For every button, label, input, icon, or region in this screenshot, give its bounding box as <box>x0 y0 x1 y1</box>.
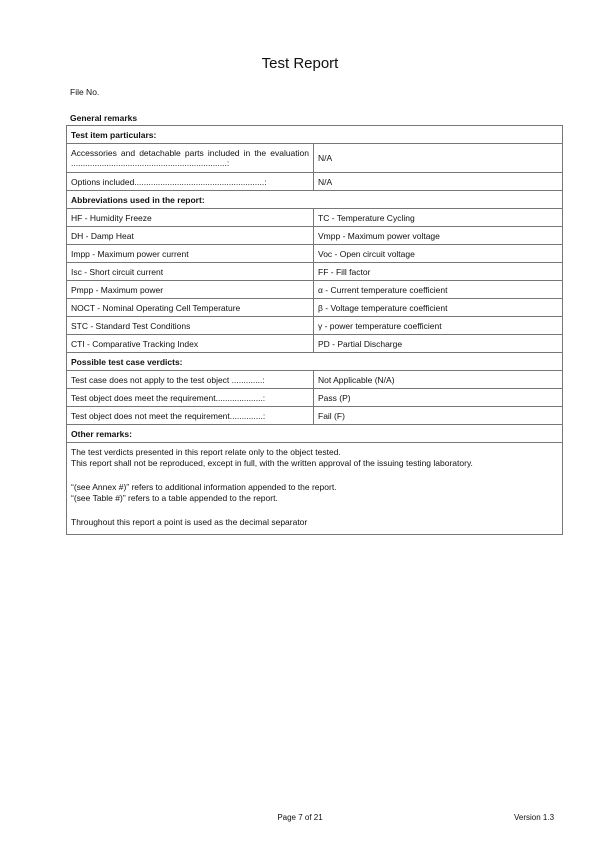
abbreviation-cell: FF - Fill factor <box>314 263 563 281</box>
report-table <box>66 125 563 535</box>
verdicts-heading: Possible test case verdicts: <box>67 353 563 371</box>
verdict-label: Test object does not meet the requirement..............: <box>67 407 314 425</box>
remarks-line: Throughout this report a point is used as the decimal separator <box>71 517 308 527</box>
general-remarks-heading: General remarks <box>70 113 138 123</box>
abbreviation-row <box>67 263 563 281</box>
abbreviation-cell: Pmpp - Maximum power <box>67 281 314 299</box>
verdict-value: Not Applicable (N/A) <box>314 371 563 389</box>
abbreviation-cell: NOCT - Nominal Operating Cell Temperature <box>67 299 314 317</box>
abbreviation-row <box>67 227 563 245</box>
verdict-row <box>67 389 563 407</box>
other-remarks-heading: Other remarks: <box>67 425 563 443</box>
section-header-row <box>67 126 563 144</box>
other-remarks-row <box>67 443 563 535</box>
abbreviation-cell: DH - Damp Heat <box>67 227 314 245</box>
verdict-row <box>67 371 563 389</box>
particulars-value: N/A <box>314 144 563 173</box>
verdict-label: Test case does not apply to the test object .............: <box>67 371 314 389</box>
abbreviation-row <box>67 335 563 353</box>
particulars-heading: Test item particulars: <box>67 126 563 144</box>
verdict-value: Fail (F) <box>314 407 563 425</box>
section-header-row <box>67 425 563 443</box>
abbreviation-cell: TC - Temperature Cycling <box>314 209 563 227</box>
section-header-row <box>67 353 563 371</box>
remarks-line: The test verdicts presented in this report relate only to the object tested. <box>71 447 341 457</box>
remarks-line: “(see Annex #)” refers to additional information appended to the report. <box>71 482 337 492</box>
remarks-line: This report shall not be reproduced, except in full, with the written approval of the issuing testing laboratory. <box>71 457 473 468</box>
file-number-label: File No. <box>70 87 100 97</box>
abbreviation-cell: PD - Partial Discharge <box>314 335 563 353</box>
abbreviation-cell: β - Voltage temperature coefficient <box>314 299 563 317</box>
other-remarks-body <box>67 443 563 535</box>
verdict-row <box>67 407 563 425</box>
section-header-row <box>67 191 563 209</box>
abbreviation-cell: STC - Standard Test Conditions <box>67 317 314 335</box>
abbreviation-cell: HF - Humidity Freeze <box>67 209 314 227</box>
particulars-value: N/A <box>314 173 563 191</box>
abbreviation-cell: Voc - Open circuit voltage <box>314 245 563 263</box>
abbreviation-cell: Isc - Short circuit current <box>67 263 314 281</box>
abbreviation-cell: CTI - Comparative Tracking Index <box>67 335 314 353</box>
abbreviation-cell: γ - power temperature coefficient <box>314 317 563 335</box>
abbreviation-cell: Vmpp - Maximum power voltage <box>314 227 563 245</box>
version-label: Version 1.3 <box>514 813 555 822</box>
abbreviation-cell: Impp - Maximum power current <box>67 245 314 263</box>
abbreviation-row <box>67 317 563 335</box>
particulars-row <box>67 173 563 191</box>
report-title: Test Report <box>261 55 339 72</box>
abbreviations-heading: Abbreviations used in the report: <box>67 191 563 209</box>
verdict-value: Pass (P) <box>314 389 563 407</box>
verdict-label: Test object does meet the requirement....................: <box>67 389 314 407</box>
page-number: Page 7 of 21 <box>277 813 323 822</box>
abbreviation-row <box>67 281 563 299</box>
abbreviation-cell: α - Current temperature coefficient <box>314 281 563 299</box>
abbreviation-row <box>67 299 563 317</box>
particulars-label: Accessories and detachable parts included in the evaluation ..................................................................: <box>67 144 314 173</box>
particulars-label: Options included.......................................................: <box>67 173 314 191</box>
remarks-line: “(see Table #)” refers to a table appended to the report. <box>71 492 278 503</box>
abbreviation-row <box>67 245 563 263</box>
abbreviation-row <box>67 209 563 227</box>
particulars-row <box>67 144 563 173</box>
